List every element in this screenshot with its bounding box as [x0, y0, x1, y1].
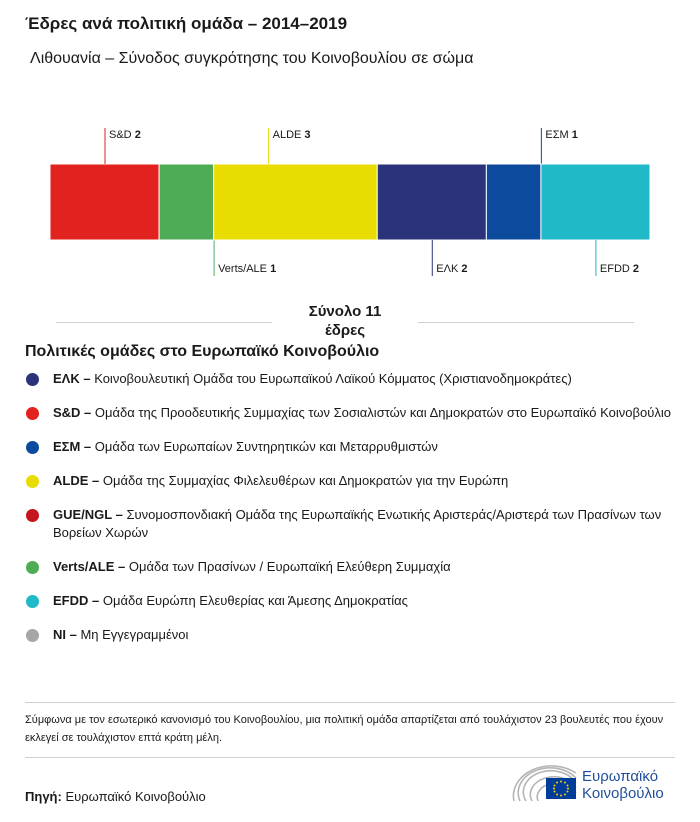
- legend-desc: Κοινοβουλευτική Ομάδα του Ευρωπαϊκού Λαϊκού Κόμματος (Χριστιανοδημοκράτες): [90, 371, 572, 386]
- legend-dot-icon: [26, 407, 39, 420]
- legend-dot-icon: [26, 509, 39, 522]
- stacked-bar-chart: [0, 120, 700, 285]
- legend-item-verts-ale: [25, 558, 675, 576]
- total-seats: [272, 302, 418, 340]
- legend-dot-icon: [26, 475, 39, 488]
- bar-label-efdd: EFDD 2: [599, 263, 640, 275]
- chart-title: Έδρες ανά πολιτική ομάδα – 2014–2019: [25, 14, 348, 33]
- legend-dot-icon: [26, 561, 39, 574]
- bar-label-verts-ale: Verts/ALE 1: [218, 263, 277, 275]
- total-seats-line1: Σύνολο 11: [308, 303, 382, 320]
- source-value: Ευρωπαϊκό Κοινοβούλιο: [65, 789, 206, 804]
- legend-desc: Μη Εγγεγραμμένοι: [76, 627, 189, 642]
- footnote: Σύμφωνα με τον εσωτερικό κανονισμό του Κοινοβουλίου, μια πολιτική ομάδα απαρτίζεται από τουλάχιστον 23 βουλευτές που έχουν εκλεγεί σε τουλάχιστον επτά κράτη μέλη.: [25, 702, 675, 758]
- legend-abbr: GUE/NGL –: [53, 507, 123, 522]
- legend-item-alde: [25, 472, 675, 490]
- logo-text: [582, 768, 664, 802]
- source-label: Πηγή:: [25, 789, 62, 804]
- bar-label-s-d: S&D 2: [109, 129, 141, 141]
- bar-segment-verts-ale: [159, 164, 214, 240]
- legend-dot-icon: [26, 629, 39, 642]
- legend: [25, 370, 675, 644]
- bar-segment-ελκ: [377, 164, 486, 240]
- chart-subtitle: Λιθουανία – Σύνοδος συγκρότησης του Κοινοβουλίου σε σώμα: [30, 50, 474, 67]
- total-seats-line2: έδρες: [324, 322, 366, 339]
- legend-item-gue-ngl: [25, 506, 675, 542]
- logo-line1: Ευρωπαϊκό: [582, 768, 659, 785]
- legend-desc: Ομάδα των Πρασίνων / Ευρωπαϊκή Ελεύθερη Συμμαχία: [125, 559, 451, 574]
- bar-label-ελκ: ΕΛΚ 2: [436, 263, 468, 275]
- legend-abbr: ΕΣΜ –: [53, 439, 92, 454]
- legend-desc: Ομάδα των Ευρωπαίων Συντηρητικών και Μεταρρυθμιστών: [91, 439, 438, 454]
- bar-segment-εσμ: [486, 164, 541, 240]
- legend-desc: Ομάδα της Προοδευτικής Συμμαχίας των Σοσιαλιστών και Δημοκρατών στο Ευρωπαϊκό Κοινοβούλιο: [91, 405, 671, 420]
- legend-abbr: S&D –: [53, 405, 92, 420]
- legend-dot-icon: [26, 441, 39, 454]
- legend-item-ecr: [25, 438, 675, 456]
- legend-abbr: EFDD –: [53, 593, 100, 608]
- legend-abbr: Verts/ALE –: [53, 559, 126, 574]
- legend-item-efdd: [25, 592, 675, 610]
- bar-label-alde: ALDE 3: [272, 129, 311, 141]
- total-divider-left: [56, 322, 272, 323]
- legend-desc: Ομάδα της Συμμαχίας Φιλελευθέρων και Δημοκρατών για την Ευρώπη: [99, 473, 509, 488]
- legend-dot-icon: [26, 595, 39, 608]
- legend-desc: Ομάδα Ευρώπη Ελευθερίας και Άμεσης Δημοκρατίας: [99, 593, 408, 608]
- logo-line2: Κοινοβούλιο: [582, 785, 664, 802]
- bar-segment-efdd: [541, 164, 650, 240]
- bar-segment-alde: [214, 164, 378, 240]
- legend-item-epp: [25, 370, 675, 388]
- legend-abbr: ΕΛΚ –: [53, 371, 91, 386]
- legend-abbr: ALDE –: [53, 473, 100, 488]
- legend-abbr: NI –: [53, 627, 77, 642]
- source: [25, 789, 206, 804]
- legend-item-ni: [25, 626, 675, 644]
- legend-dot-icon: [26, 373, 39, 386]
- legend-title: Πολιτικές ομάδες στο Ευρωπαϊκό Κοινοβούλιο: [25, 343, 380, 360]
- legend-item-sd: [25, 404, 675, 422]
- total-divider-right: [418, 322, 634, 323]
- bar-segment-s-d: [50, 164, 159, 240]
- legend-desc: Συνομοσπονδιακή Ομάδα της Ευρωπαϊκής Ενωτικής Αριστεράς/Αριστερά των Πρασίνων των Βορείων Χωρών: [53, 507, 662, 540]
- bar-label-εσμ: ΕΣΜ 1: [545, 129, 578, 141]
